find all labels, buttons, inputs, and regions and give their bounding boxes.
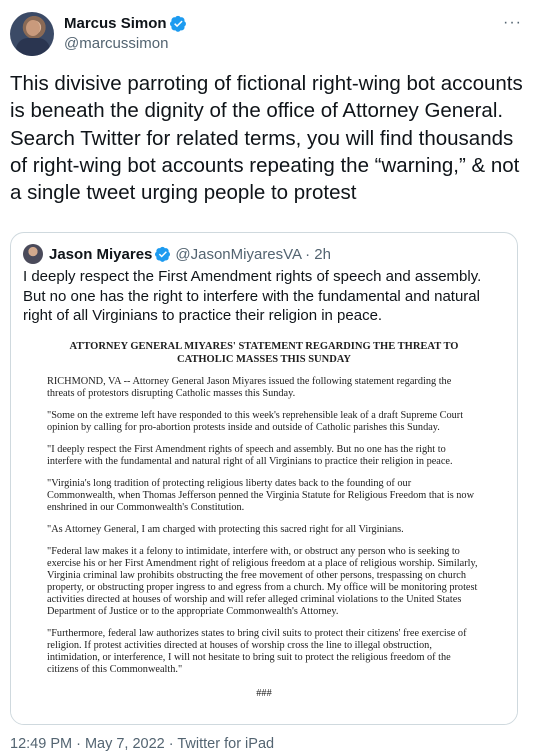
statement-end-mark: ### [256, 688, 272, 699]
avatar-head [26, 20, 40, 36]
quoted-author-name: Jason Miyares [49, 245, 153, 263]
quoted-avatar [23, 244, 43, 264]
statement-image[interactable] [11, 331, 517, 725]
more-options-icon[interactable]: ··· [503, 14, 522, 31]
avatar-suit [16, 38, 50, 56]
statement-paragraph: "Federal law makes it a felony to intimidate, interfere with, or obstruct any person who is seeking to exercise his or her First Amendment right of religious freedom at a place of religious worship. Similarly, Virginia criminal law prohibits obstructing the free movement of other persons, trespassing on church property, or obstructing proper ingress to and egress from a church. My office will be monitoring protest activities directed at houses of worship and will refer alleged criminal violations to the United States Department of Justice or to the appropriate Commonwealth's Attorney. [47, 546, 478, 617]
quoted-tweet[interactable] [10, 232, 518, 725]
statement-paragraph: "Virginia's long tradition of protecting religious liberty dates back to the founding of our Commonwealth, when Thomas Jefferson penned the Virginia Statute for Religious Freedom that is now enshrined in our Commonwealth's Constitution. [47, 478, 475, 513]
author-handle[interactable]: @marcussimon [64, 35, 169, 52]
verified-badge-icon [170, 15, 187, 32]
avatar[interactable] [10, 12, 54, 56]
statement-title: ATTORNEY GENERAL MIYARES' STATEMENT REGARDING THE THREAT TO CATHOLIC MASSES THIS SUNDAY [69, 341, 459, 365]
quoted-tweet-text: I deeply respect the First Amendment rights of speech and assembly. But no one has the right to interfere with the fundamental and natural right of all Virginians to practice their religion in peace. [23, 268, 482, 325]
quoted-tweet-header [23, 244, 331, 264]
author-name-row [64, 15, 187, 32]
statement-paragraph: "Some on the extreme left have responded to this week's reprehensible leak of a draft Supreme Court opinion by calling for pro-abortion protests inside and outside of Catholic parishes this Sunday. [47, 410, 464, 433]
tweet-timestamp[interactable]: 12:49 PM · May 7, 2022 · Twitter for iPad [10, 736, 275, 752]
statement-paragraph: "As Attorney General, I am charged with protecting this sacred right for all Virginians. [47, 524, 404, 535]
tweet-header [10, 12, 523, 56]
statement-paragraph: "I deeply respect the First Amendment rights of speech and assembly. But no one has the right to interfere with the fundamental and natural right of all Virginians to practice their religion in peace. [47, 444, 453, 467]
statement-paragraph: "Furthermore, federal law authorizes states to bring civil suits to protect their citizens' free exercise of religion. If protest activities directed at houses of worship cross the line to illegal obstruction, intimidation, or interference, I will not hesitate to bring suit to protect the religious freedom of the citizens of this Commonwealth." [47, 628, 467, 675]
verified-badge-icon [155, 246, 171, 262]
author-name[interactable]: Marcus Simon [64, 15, 167, 32]
quoted-time: · 2h [305, 245, 331, 263]
statement-paragraph: RICHMOND, VA -- Attorney General Jason Miyares issued the following statement regarding the threats of protestors disrupting Catholic masses this Sunday. [47, 376, 452, 399]
quoted-author-handle: @JasonMiyaresVA [175, 245, 303, 263]
tweet-text: This divisive parroting of fictional right-wing bot accounts is beneath the dignity of the office of Attorney General. Search Twitter for related terms, you will find thousands of right-wing bot accounts repeating the “warning,” & not a single tweet urging people to protest [10, 72, 523, 205]
